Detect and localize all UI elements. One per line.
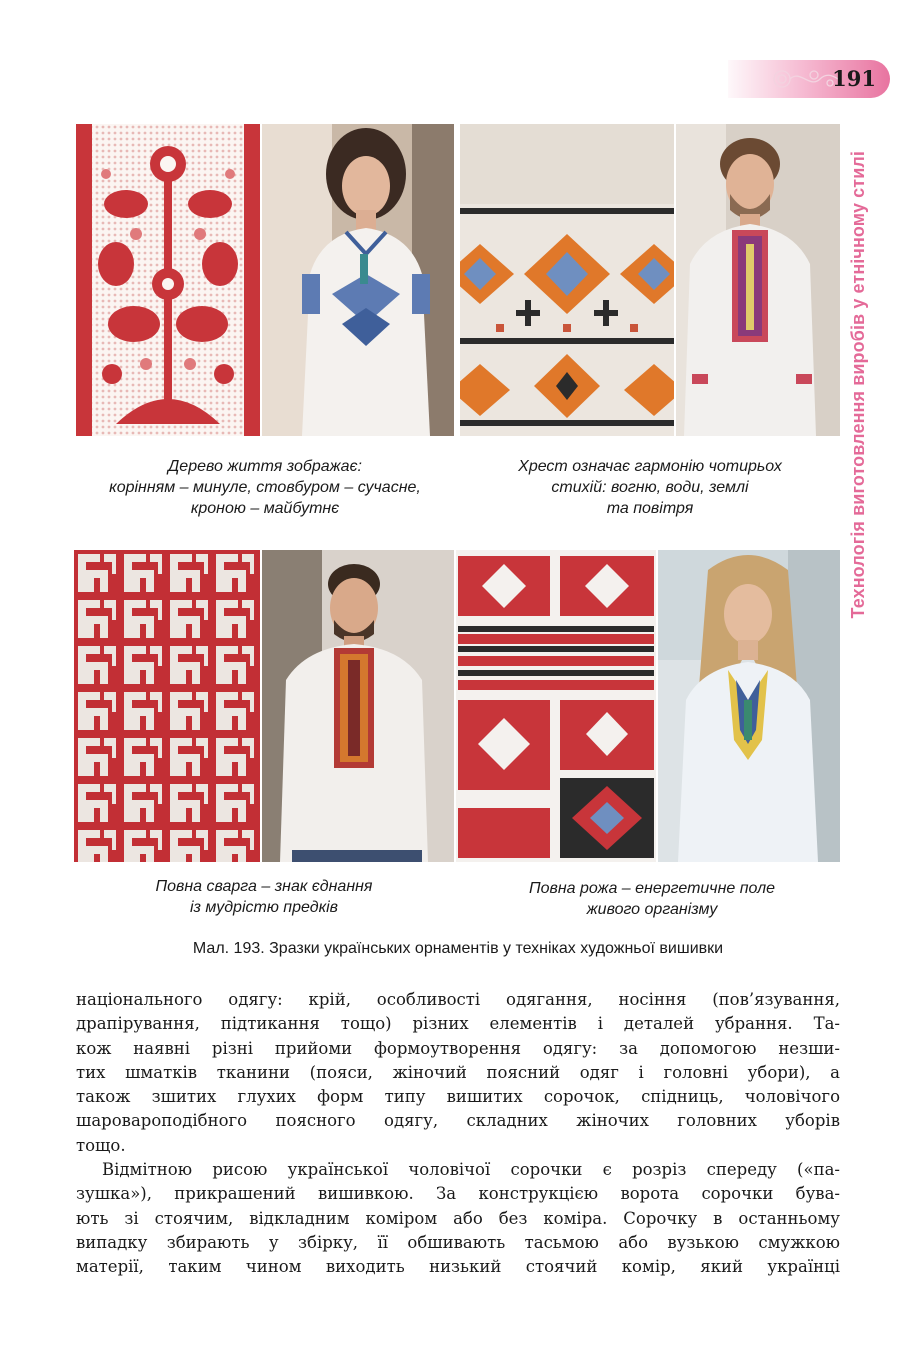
caption-line: кроною – майбутнє [190, 500, 340, 517]
text-line: ють зі стоячим, відкладним коміром або без коміра. Сорочку в останньому [76, 1208, 840, 1228]
body-text [76, 988, 840, 1280]
caption-rose [460, 878, 844, 920]
caption-line: живого організму [586, 901, 718, 918]
text-line: кож наявні різні прийоми формоутворення одягу: за допомогою незши- [76, 1038, 840, 1058]
woman-in-blue-vyshyvanka-photo [658, 550, 840, 862]
page-number: 191 [832, 66, 876, 91]
caption-line: із мудрістю предків [189, 899, 339, 916]
figure-caption: Мал. 193. Зразки українських орнаментів у техніках художньої вишивки [192, 940, 724, 957]
caption-line: стихій: вогню, води, землі [551, 479, 749, 496]
caption-tree-of-life [76, 456, 454, 519]
text-line: тощо. [76, 1135, 126, 1155]
text-line: тих шматків тканини (пояси, жіночий поясний одяг і головні убори), а [76, 1062, 840, 1082]
text-line: матерії, таким чином виходить низький стоячий комір, який українці [76, 1257, 840, 1277]
text-line: Відмітною рисою української чоловічої сорочки є розріз спереду («па- [102, 1160, 840, 1180]
text-line: зушка»), прикрашений вишивкою. За конструкцією ворота сорочки бува- [76, 1184, 840, 1204]
text-line: випадку збирають у збірку, її обшивають тасьмою або вузькою смужкою [76, 1232, 840, 1252]
svarga-embroidery-pattern [74, 550, 260, 862]
caption-svarga [74, 876, 454, 918]
tree-of-life-embroidery-pattern [76, 124, 260, 436]
man-in-vyshyvanka-photo [676, 124, 840, 436]
rose-embroidery-pattern [456, 550, 656, 862]
caption-line: Дерево життя зображає: [168, 458, 362, 475]
caption-line: корінням – минуле, стовбуром – сучасне, [109, 479, 421, 496]
caption-line: Повна сварга – знак єднання [155, 878, 373, 895]
cross-embroidery-pattern [460, 124, 674, 436]
man-in-red-vyshyvanka-photo [262, 550, 454, 862]
running-head [836, 120, 880, 650]
text-line: також зшитих глухих форм типу вишитих сорочок, спідниць, чоловічого [76, 1087, 840, 1107]
page-number-badge [728, 60, 890, 98]
running-head-text: Технологія виготовлення виробів у етнічному стилі [847, 151, 868, 619]
caption-line: Повна рожа – енергетичне поле [529, 880, 775, 897]
caption-line: Хрест означає гармонію чотирьох [518, 458, 782, 475]
caption-line: та повітря [606, 500, 694, 517]
woman-in-vyshyvanka-photo [262, 124, 454, 436]
caption-cross [460, 456, 840, 519]
text-line: національного одягу: крій, особливості одягання, носіння (пов’язування, [76, 990, 840, 1009]
text-line: шаровароподібного поясного одягу, складних жіночих головних уборів [76, 1111, 840, 1131]
text-line: драпірування, підтикання тощо) різних елементів і деталей убрання. Та- [76, 1014, 840, 1034]
